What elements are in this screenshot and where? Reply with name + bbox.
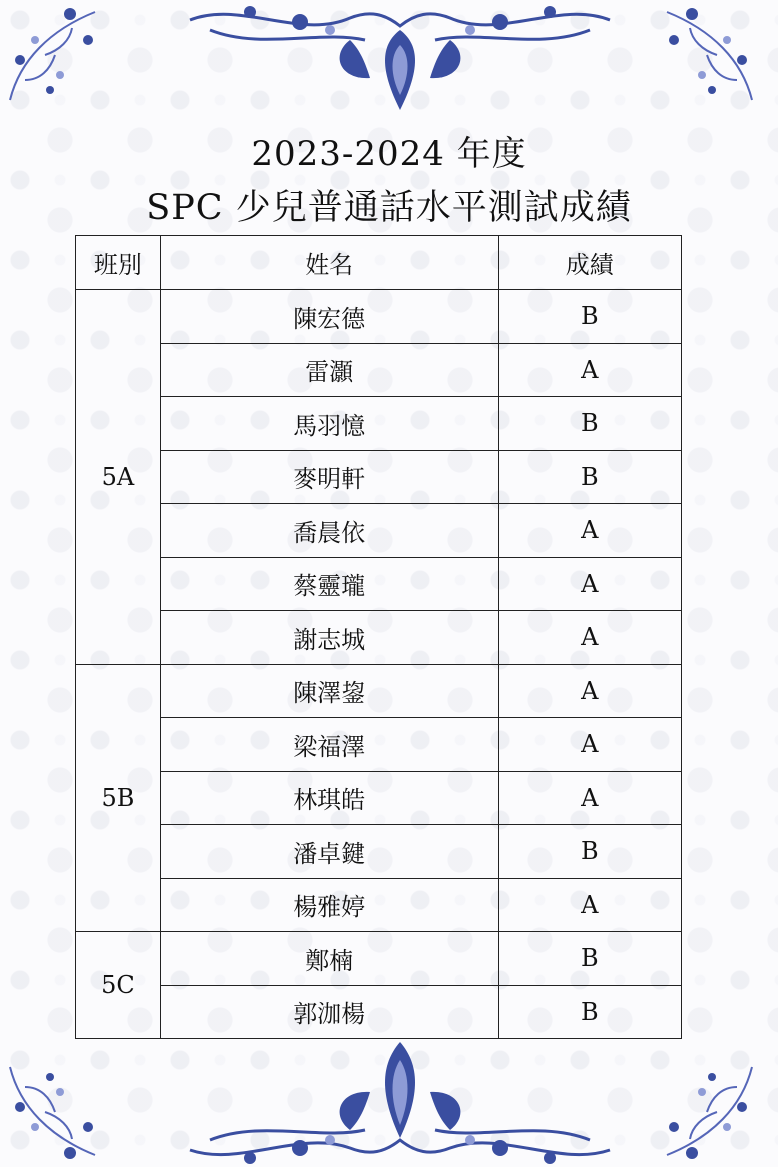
page-title-test: SPC 少兒普通話水平測試成績 — [146, 188, 632, 228]
student-grade: A — [498, 343, 681, 397]
corner-flourish-top-right — [652, 0, 762, 110]
table-row — [76, 932, 682, 986]
student-grade: A — [498, 611, 681, 665]
table-row — [76, 397, 682, 451]
student-name: 林琪皓 — [160, 771, 498, 825]
student-grade: A — [498, 664, 681, 718]
table-row — [76, 504, 682, 558]
table-row — [76, 878, 682, 932]
student-name: 梁福澤 — [160, 718, 498, 772]
student-grade: A — [498, 878, 681, 932]
bottom-ornament — [180, 1040, 620, 1167]
student-grade: B — [498, 932, 681, 986]
table-row — [76, 771, 682, 825]
student-name: 陳澤鋆 — [160, 664, 498, 718]
page-title-year: 2023-2024 年度 — [251, 134, 527, 174]
student-grade: A — [498, 557, 681, 611]
student-grade: A — [498, 504, 681, 558]
class-cell-5c: 5C — [76, 932, 161, 1039]
student-name: 潘卓鍵 — [160, 825, 498, 879]
table-row — [76, 664, 682, 718]
class-cell-5a: 5A — [76, 290, 161, 665]
table-row — [76, 985, 682, 1039]
student-name: 喬晨依 — [160, 504, 498, 558]
student-name: 馬羽憶 — [160, 397, 498, 451]
corner-flourish-bottom-left — [0, 1057, 110, 1167]
student-name: 鄭楠 — [160, 932, 498, 986]
table-row — [76, 290, 682, 344]
results-table — [75, 235, 682, 1039]
student-name: 郭泇楊 — [160, 985, 498, 1039]
corner-flourish-top-left — [0, 0, 110, 110]
student-grade: B — [498, 825, 681, 879]
corner-flourish-bottom-right — [652, 1057, 762, 1167]
student-grade: B — [498, 397, 681, 451]
header-grade: 成績 — [498, 236, 681, 290]
student-name: 麥明軒 — [160, 450, 498, 504]
top-ornament — [180, 0, 620, 115]
table-header-row — [76, 236, 682, 290]
student-name: 陳宏德 — [160, 290, 498, 344]
table-row — [76, 611, 682, 665]
table-row — [76, 450, 682, 504]
student-grade: B — [498, 985, 681, 1039]
student-grade: B — [498, 450, 681, 504]
class-cell-5b: 5B — [76, 664, 161, 932]
header-class: 班別 — [76, 236, 161, 290]
table-row — [76, 343, 682, 397]
table-row — [76, 718, 682, 772]
table-row — [76, 825, 682, 879]
student-name: 蔡靈瓏 — [160, 557, 498, 611]
student-name: 楊雅婷 — [160, 878, 498, 932]
student-grade: A — [498, 771, 681, 825]
table-row — [76, 557, 682, 611]
header-name: 姓名 — [160, 236, 498, 290]
student-grade: A — [498, 718, 681, 772]
student-name: 謝志城 — [160, 611, 498, 665]
student-name: 雷灝 — [160, 343, 498, 397]
student-grade: B — [498, 290, 681, 344]
